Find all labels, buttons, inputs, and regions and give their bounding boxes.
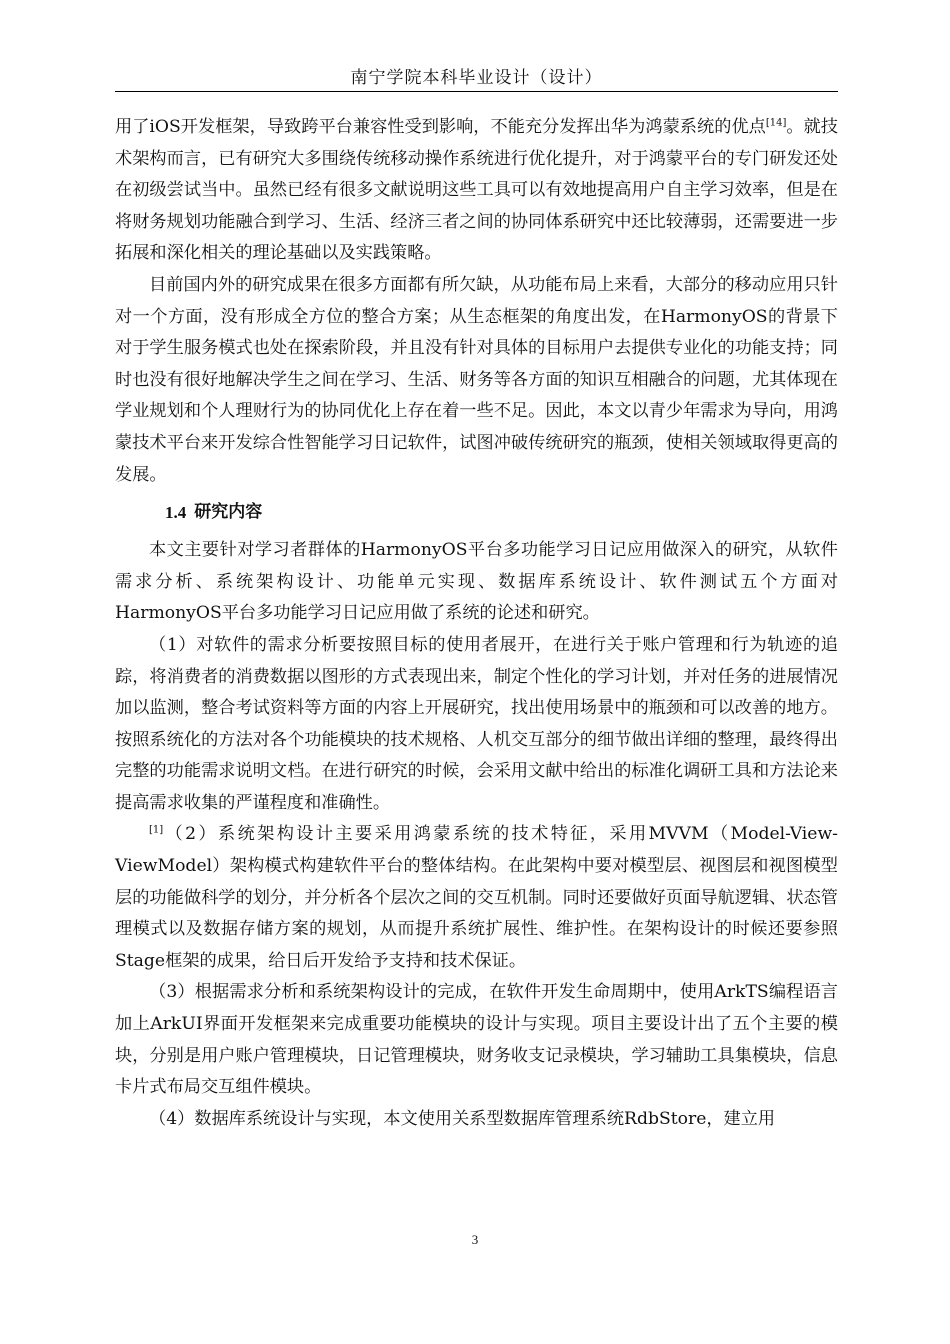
paragraph-3: 本文主要针对学习者群体的HarmonyOS平台多功能学习日记应用做深入的研究，从软件需求分析、系统架构设计、功能单元实现、数据库系统设计、软件测试五个方面对HarmonyOS平台多功能学习日记应用做了系统的论述和研究。 xyxy=(115,540,838,624)
paragraph-2: 目前国内外的研究成果在很多方面都有所欠缺，从功能布局上来看，大部分的移动应用只针对一个方面，没有形成全方位的整合方案；从生态框架的角度出发，在HarmonyOS的背景下对于学生服务模式也处在探索阶段，并且没有针对具体的目标用户去提供专业化的功能支持；同时也没有很好地解决学生之间在学习、生活、财务等各方面的知识互相融合的问题，尤其体现在学业规划和个人理财行为的协同优化上存在着一些不足。因此，本文以青少年需求为导向，用鸿蒙技术平台来开发综合性智能学习日记软件，试图冲破传统研究的瓶颈，使相关领域取得更高的发展。 xyxy=(115,274,838,485)
paragraph-1 xyxy=(115,112,838,270)
paragraph-4: （1）对软件的需求分析要按照目标的使用者展开，在进行关于账户管理和行为轨迹的追踪，将消费者的消费数据以图形的方式表现出来，制定个性化的学习计划，并对任务的进展情况加以监测，整合考试资料等方面的内容上开展研究，找出使用场景中的瓶颈和可以改善的地方。按照系统化的方法对各个功能模块的技术规格、人机交互部分的细节做出详细的整理，最终得出完整的功能需求说明文档。在进行研究的时候，会采用文献中给出的标准化调研工具和方法论来提高需求收集的严谨程度和准确性。 xyxy=(115,634,838,813)
section-heading-text: 研究内容 xyxy=(194,502,263,523)
section-heading-number: 1.4 xyxy=(165,503,187,523)
paragraph-1-text-b: 。就技术架构而言，已有研究大多围绕传统移动操作系统进行优化提升，对于鸿蒙平台的专门研发还处在初级尝试当中。虽然已经有很多文献说明这些工具可以有效地提高用户自主学习效率，但是在将财务规划功能融合到学习、生活、经济三者之间的协同体系研究中还比较薄弱，还需要进一步拓展和深化相关的理论基础以及实践策略。 xyxy=(115,117,838,264)
header-divider xyxy=(115,91,838,92)
body-text xyxy=(115,112,838,1135)
paragraph-5-text: （2）系统架构设计主要采用鸿蒙系统的技术特征，采用MVVM（Model-View-ViewModel）架构模式构建软件平台的整体结构。在此架构中要对模型层、视图层和视图模型层的功能做科学的划分，并分析各个层次之间的交互机制。同时还要做好页面导航逻辑、状态管理模式以及数据存储方案的规划，从而提升系统扩展性、维护性。在架构设计的时候还要参照Stage框架的成果，给日后开发给予支持和技术保证。 xyxy=(115,824,838,971)
paragraph-6: （3）根据需求分析和系统架构设计的完成，在软件开发生命周期中，使用ArkTS编程语言加上ArkUI界面开发框架来完成重要功能模块的设计与实现。项目主要设计出了五个主要的模块，分别是用户账户管理模块，日记管理模块，财务收支记录模块，学习辅助工具集模块，信息卡片式布局交互组件模块。 xyxy=(115,982,838,1098)
paragraph-7: （4）数据库系统设计与实现，本文使用关系型数据库管理系统RdbStore，建立用 xyxy=(149,1108,776,1129)
paragraph-5 xyxy=(115,819,838,977)
paragraph-1-text-a: 用了iOS开发框架，导致跨平台兼容性受到影响，不能充分发挥出华为鸿蒙系统的优点 xyxy=(115,117,766,137)
page-number: 3 xyxy=(471,1232,479,1247)
citation-1: [1] xyxy=(149,824,164,836)
citation-14: [14] xyxy=(765,117,787,129)
page-header-title: 南宁学院本科毕业设计（设计） xyxy=(350,68,603,88)
section-heading xyxy=(115,491,838,535)
